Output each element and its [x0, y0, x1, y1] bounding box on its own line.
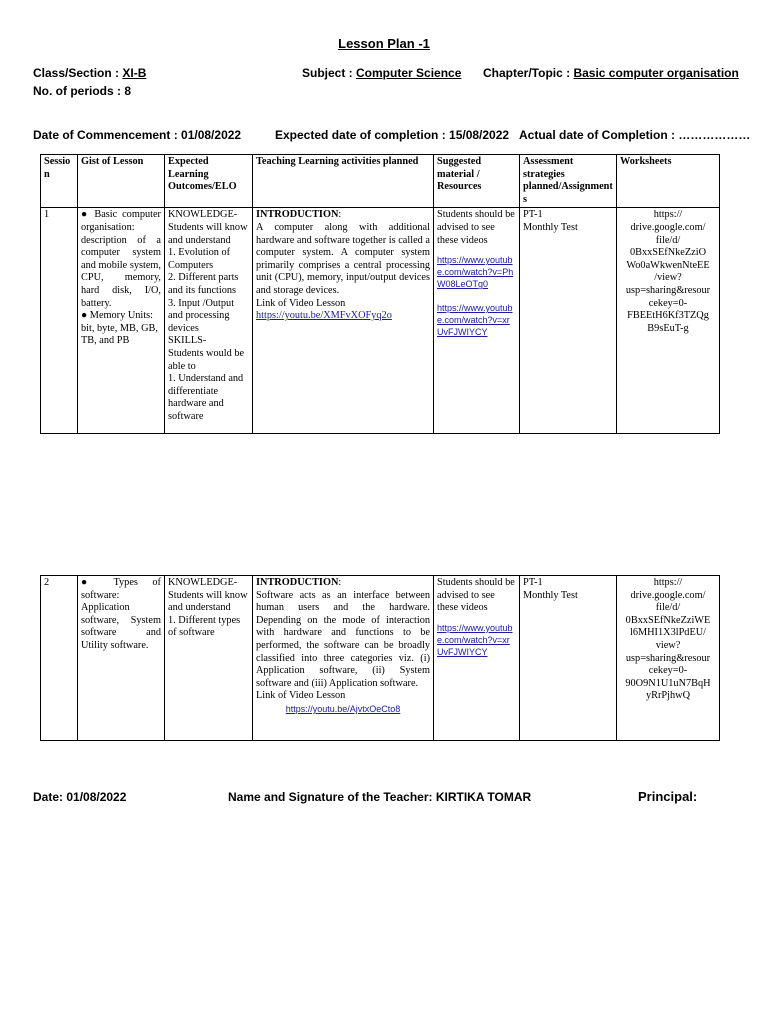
chapter-label: Chapter/Topic : — [483, 66, 574, 80]
material-cell — [434, 208, 520, 434]
video-lesson-label: Link of Video Lesson — [256, 297, 346, 309]
table-row — [41, 576, 720, 741]
subject-label: Subject : — [302, 66, 357, 80]
material-text: Students should be advised to see these videos — [437, 209, 515, 246]
elo-cell: KNOWLEDGE- Students will know and understand 1. Evolution of Computers 2. Different parts and its functions 3. Input /Output and processing devices SKILLS- Students would be able to 1. Understand and differentiate hardware and software — [165, 208, 253, 434]
gist-item: ● Basic computer organisation: description of a computer system and mobile system, CPU, memory, hard disk, I/O, battery. — [81, 209, 161, 309]
activity-colon: : — [338, 577, 342, 588]
class-label: Class/Section : — [33, 66, 123, 80]
material-text: Students should be advised to see these videos — [437, 577, 515, 614]
elo-cell: KNOWLEDGE- Students will know and understand 1. Different types of software — [165, 576, 253, 741]
principal-signature: Principal: — [638, 789, 698, 804]
lesson-table-1 — [40, 154, 720, 434]
col-gist: Gist of Lesson — [78, 155, 165, 208]
teacher-signature: Name and Signature of the Teacher: KIRTIKA TOMAR — [228, 790, 532, 804]
gist-cell — [78, 208, 165, 434]
footer-date: Date: 01/08/2022 — [33, 790, 127, 804]
subject-value: Computer Science — [356, 66, 462, 80]
activity-colon: : — [338, 209, 342, 221]
col-assessment: Assessment strategies planned/Assignments — [520, 155, 617, 208]
commencement-date: Date of Commencement : 01/08/2022 — [33, 128, 242, 142]
subject — [302, 66, 461, 80]
expected-completion-date: Expected date of completion : 15/08/2022 — [275, 128, 510, 142]
activities-cell — [253, 208, 434, 434]
resource-link[interactable]: https://www.youtube.com/watch?v=xrUvFJWIYCY — [437, 303, 513, 338]
session-number: 2 — [41, 576, 78, 741]
page-title: Lesson Plan -1 — [338, 36, 430, 51]
resource-link[interactable]: https://www.youtube.com/watch?v=xrUvFJWIYCY — [437, 622, 513, 657]
gist-item: ● Types of software: Application software, System software and Utility software. — [81, 577, 161, 651]
chapter-value: Basic computer organisation — [573, 66, 739, 80]
actual-completion-date: Actual date of Completion : ……………… — [519, 128, 751, 142]
col-session: Session — [41, 155, 78, 208]
table-row — [41, 208, 720, 434]
video-lesson-link[interactable]: https://youtu.be/XMFvXOFyq2o — [256, 310, 392, 322]
col-material: Suggested material / Resources — [434, 155, 520, 208]
periods: No. of periods : 8 — [33, 84, 132, 98]
gist-item: ● Memory Units: bit, byte, MB, GB, TB, and PB — [81, 310, 158, 347]
resource-link[interactable]: https://www.youtube.com/watch?v=PhW08LeOTg0 — [437, 255, 514, 290]
video-lesson-label: Link of Video Lesson — [256, 690, 346, 702]
activities-cell — [253, 576, 434, 741]
class-value: XI-B — [122, 66, 147, 80]
worksheet-link[interactable]: https:// drive.google.com/ file/d/ 0BxxSEfNkeZziWE l6MHI1X3lPdEU/ view? usp=sharing&resour cekey=0- 90O9N1U1uN7BqH yRrPjhwQ — [617, 576, 720, 741]
table-header-row — [41, 155, 720, 208]
video-lesson-link[interactable]: https://youtu.be/AjvtxOeCto8 — [285, 703, 401, 714]
activity-heading: INTRODUCTION — [256, 209, 339, 221]
material-cell — [434, 576, 520, 741]
class-section — [33, 66, 146, 80]
worksheet-link[interactable]: https:// drive.google.com/ file/d/ 0BxxSEfNkeZziO Wo0aWkwenNteEE /view? usp=sharing&resour cekey=0- FBEEtH6Kf3TZQg B9sEuT-g — [617, 208, 720, 434]
col-elo: Expected Learning Outcomes/ELO — [165, 155, 253, 208]
assessment-cell: PT-1 Monthly Test — [520, 576, 617, 741]
activity-heading: INTRODUCTION — [256, 577, 339, 588]
col-worksheets: Worksheets — [617, 155, 720, 208]
chapter-topic — [483, 66, 739, 80]
activity-text: Software acts as an interface between human users and the hardware. Depending on the mode of interaction with hardware and functions to be performed, the software can be broadly classified into three categories viz. (i) Application software, (ii) System software and (iii) Application software. — [256, 589, 430, 689]
col-activities: Teaching Learning activities planned — [253, 155, 434, 208]
activity-text: A computer along with additional hardware and software together is called a computer system. A computer system primarily comprises a central processing unit (CPU), memory, input/output devices and storage devices. — [256, 221, 430, 296]
session-number: 1 — [41, 208, 78, 434]
lesson-table-2 — [40, 575, 720, 741]
assessment-cell: PT-1 Monthly Test — [520, 208, 617, 434]
gist-cell — [78, 576, 165, 741]
